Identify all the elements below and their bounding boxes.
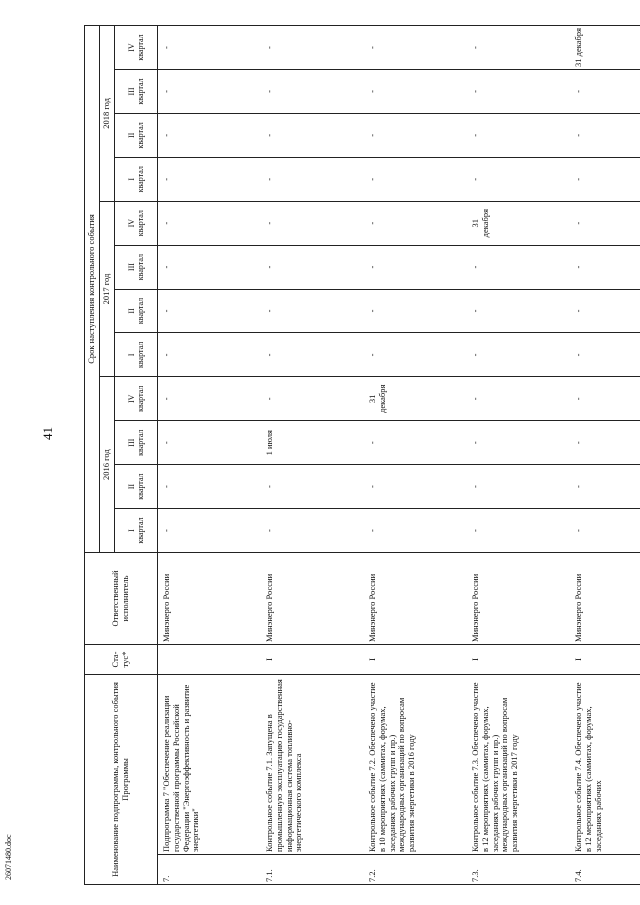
quarter-cell: - [570, 333, 640, 377]
row-status: I [364, 644, 467, 674]
quarter-number: I [126, 353, 136, 357]
quarter-number: I [126, 529, 136, 532]
table-row [261, 26, 364, 885]
quarter-cell: - [158, 26, 262, 70]
quarter-cell: - [467, 70, 570, 114]
quarter-cell: 31 декабря [364, 377, 467, 421]
header-status: Ста-тус* [85, 644, 158, 674]
quarter-cell: - [158, 201, 262, 245]
quarter-cell: - [570, 377, 640, 421]
quarter-cell: - [158, 377, 262, 421]
quarter-cell: - [158, 245, 262, 289]
quarter-cell: - [158, 70, 262, 114]
quarter-cell: 1 июля [261, 421, 364, 465]
quarter-cell: - [570, 465, 640, 509]
quarter-cell: - [570, 289, 640, 333]
quarter-cell: - [261, 26, 364, 70]
control-events-table [84, 25, 640, 885]
quarter-cell: - [570, 509, 640, 553]
row-name: Контрольное событие 7.4. Обеспечено участие в 12 мероприятиях (саммитах, форумах, заседаниях рабочих [570, 674, 640, 854]
header-name: Наименование подпрограммы, контрольного события Программы [85, 674, 158, 884]
quarter-number: II [126, 308, 136, 314]
rotated-table-container [84, 25, 622, 885]
quarter-word: квартал [136, 122, 145, 149]
table-row [570, 26, 640, 885]
quarter-cell: - [467, 245, 570, 289]
row-executor: Минэнерго России [570, 552, 640, 644]
header-quarter [115, 465, 158, 509]
quarter-word: квартал [136, 429, 145, 456]
quarter-cell: - [364, 289, 467, 333]
quarter-word: квартал [136, 517, 145, 544]
header-year-2018: 2018 год [100, 26, 115, 202]
table-row [158, 26, 262, 885]
quarter-cell: - [467, 465, 570, 509]
header-quarter [115, 421, 158, 465]
row-number: 7.4. [570, 855, 640, 885]
quarter-cell: - [467, 333, 570, 377]
table-body [158, 26, 640, 885]
quarter-word: квартал [136, 34, 145, 61]
header-year-2017: 2017 год [100, 201, 115, 377]
quarter-cell: - [261, 377, 364, 421]
quarter-cell: - [158, 465, 262, 509]
header-deadline: Срок наступления контрольного события [85, 26, 100, 553]
header-year-2016: 2016 год [100, 377, 115, 553]
quarter-number: I [126, 177, 136, 181]
quarter-cell: - [261, 245, 364, 289]
row-status: I [261, 644, 364, 674]
quarter-cell: - [570, 70, 640, 114]
quarter-cell: - [570, 421, 640, 465]
quarter-cell: - [158, 113, 262, 157]
header-quarter [115, 26, 158, 70]
quarter-word: квартал [136, 473, 145, 500]
row-number: 7.2. [364, 855, 467, 885]
quarter-cell: 31 декабря [467, 201, 570, 245]
quarter-cell: - [261, 157, 364, 201]
quarter-word: квартал [136, 297, 145, 325]
header-quarter [115, 333, 158, 377]
quarter-cell: - [467, 113, 570, 157]
row-status [158, 644, 262, 674]
quarter-cell: - [364, 26, 467, 70]
quarter-cell: - [364, 333, 467, 377]
quarter-word: квартал [136, 341, 145, 369]
header-quarter [115, 509, 158, 553]
quarter-cell: - [467, 157, 570, 201]
quarter-cell: - [467, 377, 570, 421]
table-row [467, 26, 570, 885]
quarter-word: квартал [136, 253, 145, 281]
quarter-cell: - [467, 421, 570, 465]
quarter-number: III [126, 438, 136, 447]
quarter-cell: - [467, 509, 570, 553]
quarter-cell: - [364, 70, 467, 114]
quarter-cell: - [364, 113, 467, 157]
quarter-word: квартал [136, 78, 145, 105]
table-row [364, 26, 467, 885]
quarter-cell: - [364, 509, 467, 553]
quarter-cell: - [364, 245, 467, 289]
quarter-word: квартал [136, 166, 145, 193]
quarter-word: квартал [136, 210, 145, 237]
quarter-cell: - [261, 70, 364, 114]
row-status: I [467, 644, 570, 674]
row-name: Контрольное событие 7.2. Обеспечено участие в 10 мероприятиях (саммитах, форумах, заседаниях рабочих групп и пр.) международных организаций по вопросам развития энергетики в 2016 году [364, 674, 467, 854]
quarter-cell: - [364, 421, 467, 465]
row-number: 7. [158, 855, 262, 885]
quarter-number: IV [126, 43, 136, 52]
quarter-word: квартал [136, 385, 145, 412]
quarter-number: IV [126, 394, 136, 404]
quarter-cell: - [364, 465, 467, 509]
header-quarter [115, 289, 158, 333]
quarter-cell: - [158, 509, 262, 553]
quarter-number: II [126, 483, 136, 490]
header-quarter [115, 377, 158, 421]
row-number: 7.1. [261, 855, 364, 885]
quarter-cell: - [261, 465, 364, 509]
row-name: Контрольное событие 7.3. Обеспечено участие в 12 мероприятиях (саммитах, форумах, заседаниях рабочих групп и пр.) международных организаций по вопросам развития энергетики в 2017 году [467, 674, 570, 854]
quarter-cell: - [261, 113, 364, 157]
row-executor: Минэнерго России [364, 552, 467, 644]
quarter-cell: - [467, 289, 570, 333]
page-number: 41 [40, 427, 55, 440]
quarter-cell: - [364, 157, 467, 201]
quarter-cell: - [158, 157, 262, 201]
quarter-number: III [126, 87, 136, 96]
document-code: 26071480.doc [4, 834, 13, 880]
header-quarter [115, 201, 158, 245]
quarter-cell: - [261, 289, 364, 333]
header-quarter [115, 70, 158, 114]
quarter-number: II [126, 132, 136, 139]
quarter-cell: - [570, 245, 640, 289]
quarter-cell: 31 декабря [570, 26, 640, 70]
row-executor: Минэнерго России [261, 552, 364, 644]
quarter-cell: - [158, 421, 262, 465]
row-number: 7.3. [467, 855, 570, 885]
row-executor: Минэнерго России [158, 552, 262, 644]
quarter-cell: - [158, 289, 262, 333]
quarter-cell: - [158, 333, 262, 377]
header-executor: Ответственный исполнитель [85, 552, 158, 644]
row-name: Контрольное событие 7.1. Запущена в промышленную эксплуатацию государственная информационная система топливно-энергетического комплекса [261, 674, 364, 854]
quarter-cell: - [364, 201, 467, 245]
row-executor: Минэнерго России [467, 552, 570, 644]
quarter-cell: - [570, 113, 640, 157]
quarter-number: III [126, 263, 136, 272]
quarter-cell: - [570, 157, 640, 201]
quarter-number: IV [126, 218, 136, 228]
header-quarter [115, 157, 158, 201]
quarter-cell: - [467, 26, 570, 70]
quarter-cell: - [261, 509, 364, 553]
row-status: I [570, 644, 640, 674]
quarter-cell: - [261, 201, 364, 245]
row-name: Подпрограмма 7 "Обеспечение реализации государственной программы Российской Федерации "Энергоэффективность и развитие энергетики" [158, 674, 262, 854]
header-quarter [115, 245, 158, 289]
quarter-cell: - [261, 333, 364, 377]
header-quarter [115, 113, 158, 157]
quarter-cell: - [570, 201, 640, 245]
